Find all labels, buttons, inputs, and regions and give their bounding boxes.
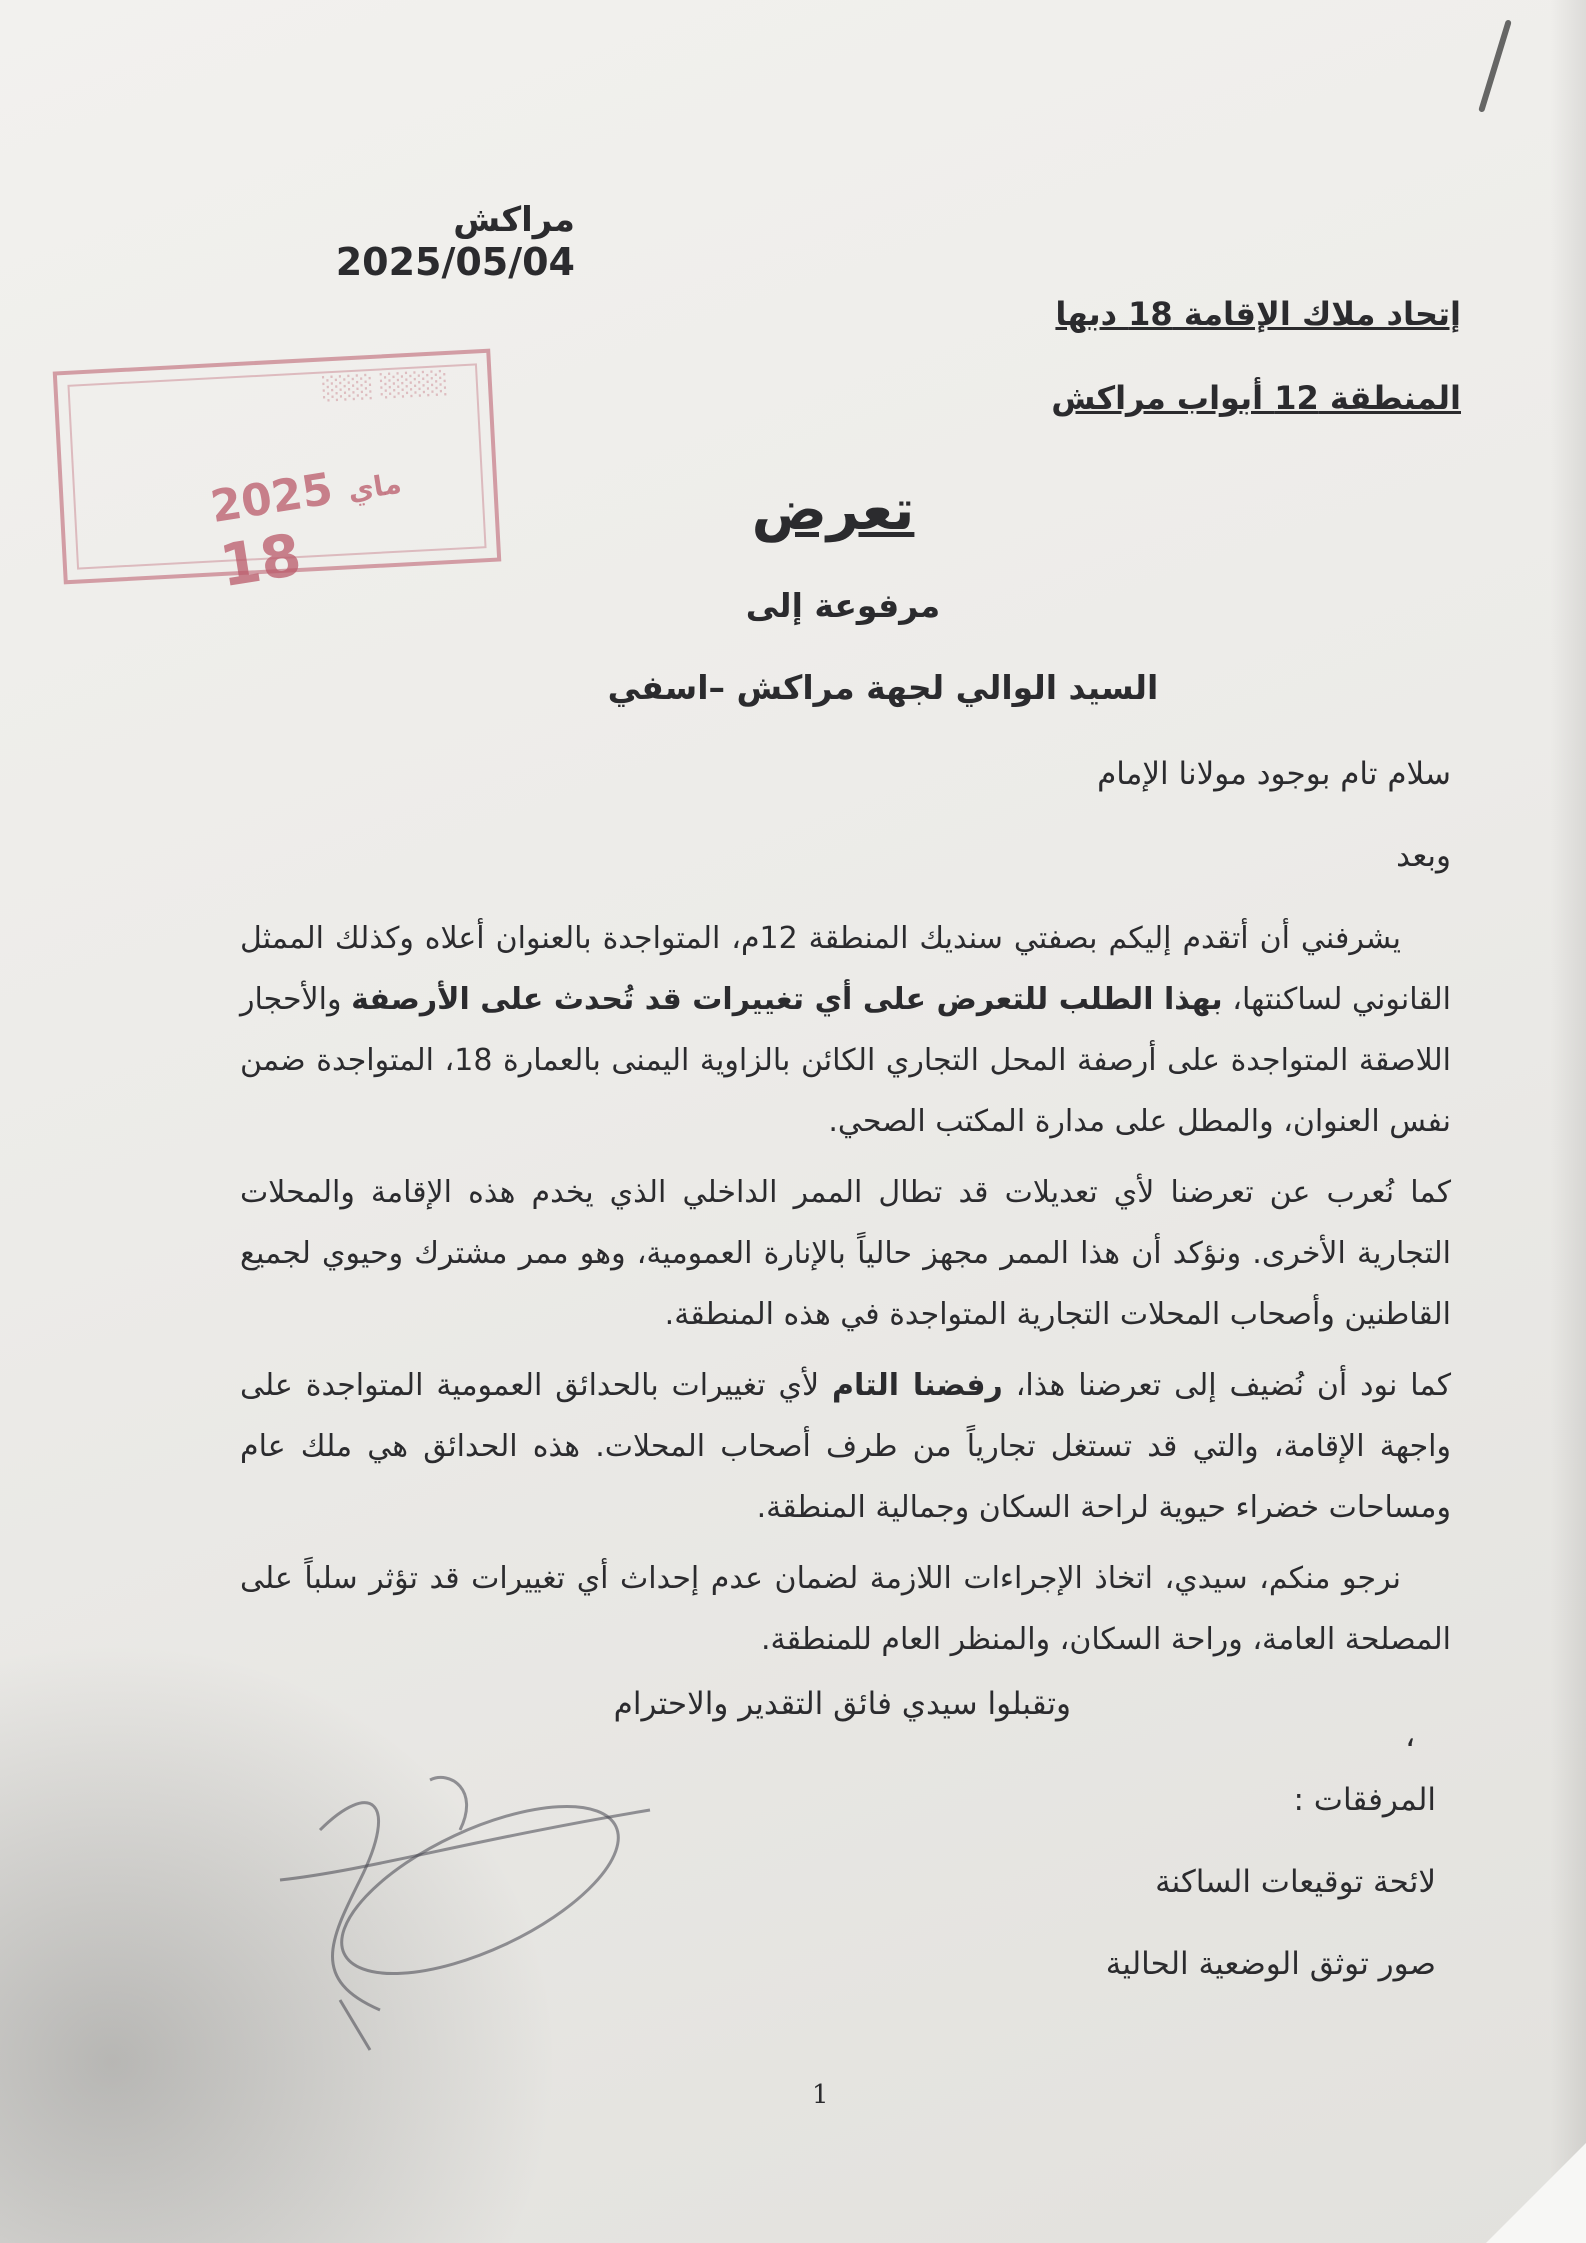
paragraph-1-text-b: والأحجار اللاصقة المتواجدة على أرصفة المحل التجاري الكائن بالزاوية اليمنى بالعمارة 18، المتواجدة ضمن نفس العنوان، والمطل على مدارة المكتب الصحي.	[240, 982, 1451, 1139]
sender-line-1: إتحاد ملاك الإقامة 18 دبها	[1055, 295, 1461, 333]
pencil-mark	[1478, 19, 1512, 113]
paragraph-1-bold: بهذا الطلب للتعرض على أي تغييرات قد تُحدث على الأرصفة	[351, 982, 1223, 1017]
closing-line: وتقبلوا سيدي فائق التقدير والاحترام	[613, 1686, 1071, 1722]
stamp-ellipse	[319, 1772, 642, 2008]
sender-line-2: المنطقة 12 أبواب مراكش	[1051, 379, 1461, 417]
attachment-item-2: صور توثق الوضعية الحالية	[1105, 1946, 1436, 1982]
attachment-item-1: لائحة توقيعات الساكنة	[1155, 1864, 1436, 1900]
paragraph-1-text-a: يشرفني أن أتقدم إليكم بصفتي سنديك المنطقة 12م، المتواجدة بالعنوان أعلاه وكذلك الممثل القانوني لساكنتها،	[240, 921, 1451, 1017]
comma-mark: ،	[1405, 1716, 1416, 1754]
document-title: تعرض	[751, 478, 915, 543]
paragraph-3-text-a: كما نود أن نُضيف إلى تعرضنا هذا،	[1002, 1368, 1451, 1403]
addressee-line-1: مرفوعة إلى	[745, 586, 941, 625]
paragraph-3-bold: رفضنا التام	[831, 1368, 1003, 1403]
paragraph-3-text-b: لأي تغييرات بالحدائق العمومية المتواجدة على واجهة الإقامة، والتي قد تستغل تجارياً من طرف أصحاب المحلات. هذه الحدائق هي ملك عام ومساحات خضراء حيوية لراحة السكان وجمالية المنطقة.	[240, 1368, 1451, 1525]
signature-stroke-3	[340, 2000, 370, 2050]
attachments-label: المرفقات :	[1293, 1782, 1436, 1818]
wabad: وبعد	[1396, 838, 1451, 874]
signature-and-stamp	[250, 1760, 670, 2060]
date-line	[245, 200, 575, 284]
stamp-day: 18	[215, 520, 306, 601]
date-city: مراكش	[453, 200, 575, 240]
greeting: سلام تام بوجود مولانا الإمام	[1097, 756, 1451, 792]
folded-corner	[1446, 2103, 1586, 2243]
paragraph-4: نرجو منكم، سيدي، اتخاذ الإجراءات اللازمة لضمان عدم إحداث أي تغييرات قد تؤثر سلباً على المصلحة العامة، وراحة السكان، والمنظر العام للمنطقة.	[240, 1561, 1451, 1657]
stamp-month: ماي	[345, 466, 404, 508]
stamp-faded-text: ░░░░ ░░░	[321, 370, 449, 403]
paragraph-2: كما نُعرب عن تعرضنا لأي تعديلات قد تطال الممر الداخلي الذي يخدم هذه الإقامة والمحلات التجارية الأخرى. ونؤكد أن هذا الممر مجهز حالياً بالإنارة العمومية، وهو ممر مشترك وحيوي لجميع القاطنين وأصحاب المحلات التجارية المتواجدة في هذه المنطقة.	[240, 1175, 1451, 1332]
date-value: 2025/05/04	[335, 240, 575, 284]
page-number: 1	[812, 2080, 829, 2110]
paragraph-3	[240, 1355, 1451, 1538]
paragraph-1	[240, 908, 1451, 1152]
paper-edge-shade	[1550, 0, 1586, 2243]
stamp-year: 2025	[207, 463, 337, 534]
reception-stamp	[53, 349, 502, 601]
addressee-line-2: السيد الوالي لجهة مراكش –اسفي	[607, 668, 1159, 707]
signature-stroke-4	[430, 1777, 467, 1830]
signature-stroke-1	[320, 1803, 380, 2010]
corner-fold	[1486, 2143, 1586, 2243]
